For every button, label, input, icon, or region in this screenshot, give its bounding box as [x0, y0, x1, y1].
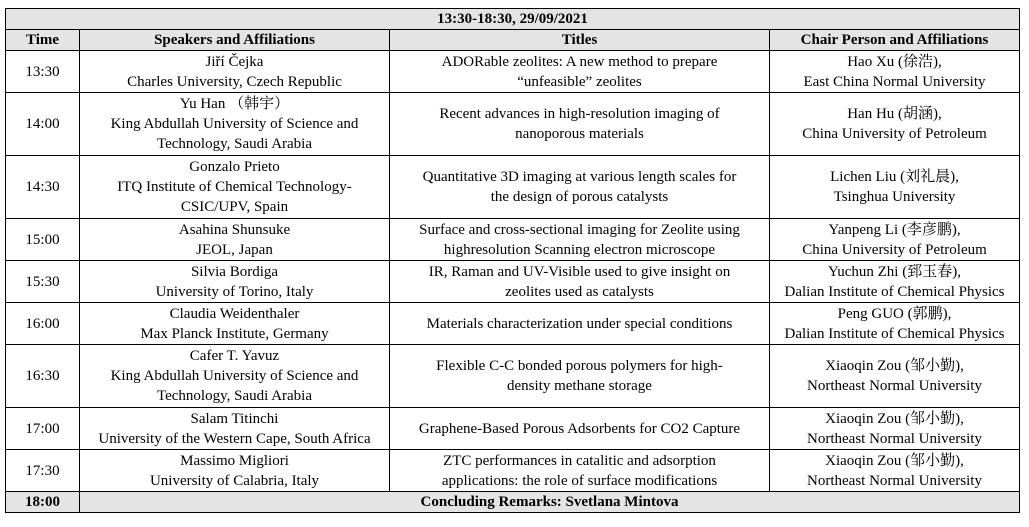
talk-title-line: zeolites used as catalysts [505, 283, 654, 300]
closing-remarks: Concluding Remarks: Svetlana Mintova [80, 492, 1020, 513]
chair-affiliation-cell [770, 51, 1020, 93]
talk-title-line: IR, Raman and UV-Visible used to give insight on [428, 263, 731, 280]
speaker-affiliation-line: JEOL, Japan [196, 241, 273, 258]
talk-title-cell [390, 51, 770, 93]
speaker-affiliation-line: King Abdullah University of Science and [110, 368, 359, 384]
speaker-affiliation-cell [80, 93, 390, 156]
chair-affiliation-cell [770, 408, 1020, 450]
chair-affiliation-line: Dalian Institute of Chemical Physics [784, 325, 1005, 342]
speaker-affiliation-cell [80, 408, 390, 450]
session-row [6, 303, 1020, 345]
session-row [6, 261, 1020, 303]
speaker-affiliation-line: Technology, Saudi Arabia [156, 388, 313, 404]
chair-affiliation-line: China University of Petroleum [802, 126, 987, 142]
speaker-affiliation-line: Asahina Shunsuke [178, 221, 291, 238]
session-time: 15:00 [6, 219, 80, 261]
speaker-affiliation-line: King Abdullah University of Science and [110, 116, 359, 132]
talk-title-line: Surface and cross-sectional imaging for Zeolite using [419, 221, 740, 238]
talk-title-line: ADORable zeolites: A new method to prepare [441, 53, 718, 70]
chair-affiliation-cell [770, 219, 1020, 261]
chair-affiliation-cell [770, 345, 1020, 408]
talk-title-line: ZTC performances in catalitic and adsorption [443, 452, 716, 469]
speaker-affiliation-line: Charles University, Czech Republic [127, 73, 342, 90]
session-row [6, 450, 1020, 492]
session-row [6, 408, 1020, 450]
talk-title-line: nanoporous materials [515, 126, 644, 142]
talk-title-cell [390, 345, 770, 408]
talk-title-cell [390, 408, 770, 450]
talk-title-cell [390, 93, 770, 156]
speaker-affiliation-cell [80, 345, 390, 408]
session-row [6, 345, 1020, 408]
talk-title-cell [390, 450, 770, 492]
talk-title-cell [390, 156, 770, 219]
chair-affiliation-cell [770, 261, 1020, 303]
column-header-chair: Chair Person and Affiliations [770, 30, 1020, 51]
chair-affiliation-cell [770, 450, 1020, 492]
chair-affiliation-line: Xiaoqin Zou (邹小勤), [825, 452, 964, 469]
chair-affiliation-line: Northeast Normal University [807, 378, 982, 394]
speaker-affiliation-line: Massimo Migliori [180, 452, 289, 469]
speaker-affiliation-line: Technology, Saudi Arabia [156, 136, 313, 152]
chair-affiliation-line: Yanpeng Li (李彦鹏), [828, 221, 961, 238]
speaker-affiliation-line: University of the Western Cape, South Africa [98, 430, 371, 447]
column-header-titles: Titles [390, 30, 770, 51]
session-time: 13:30 [6, 51, 80, 93]
session-time: 17:30 [6, 450, 80, 492]
speaker-affiliation-cell [80, 219, 390, 261]
talk-title-line: Materials characterization under special conditions [426, 315, 733, 332]
session-row [6, 93, 1020, 156]
talk-title-cell [390, 261, 770, 303]
column-header-row [6, 30, 1020, 51]
chair-affiliation-line: Xiaoqin Zou (邹小勤), [825, 410, 964, 427]
session-header-row [6, 9, 1020, 30]
speaker-affiliation-line: Silvia Bordiga [190, 263, 279, 280]
speaker-affiliation-line: ITQ Institute of Chemical Technology- [117, 179, 352, 195]
session-header: 13:30-18:30, 29/09/2021 [6, 9, 1020, 30]
speaker-affiliation-cell [80, 450, 390, 492]
talk-title-line: “unfeasible” zeolites [517, 73, 642, 90]
chair-affiliation-cell [770, 156, 1020, 219]
speaker-affiliation-line: University of Torino, Italy [155, 283, 314, 300]
session-row [6, 51, 1020, 93]
closing-row [6, 492, 1020, 513]
chair-affiliation-line: Tsinghua University [833, 189, 956, 205]
speaker-affiliation-line: Cafer T. Yavuz [189, 348, 280, 364]
session-row [6, 219, 1020, 261]
chair-affiliation-line: Lichen Liu (刘礼晨), [830, 169, 959, 185]
talk-title-line: Recent advances in high-resolution imaging of [439, 106, 720, 122]
session-time: 17:00 [6, 408, 80, 450]
speaker-affiliation-line: Jiří Čejka [205, 53, 264, 70]
talk-title-line: highresolution Scanning electron microscope [443, 241, 716, 258]
chair-affiliation-line: Dalian Institute of Chemical Physics [784, 283, 1005, 300]
talk-title-line: density methane storage [507, 378, 652, 394]
talk-title-line: Flexible C-C bonded porous polymers for high- [436, 358, 723, 374]
session-time: 15:30 [6, 261, 80, 303]
speaker-affiliation-cell [80, 156, 390, 219]
chair-affiliation-line: Northeast Normal University [807, 430, 982, 447]
column-header-time: Time [6, 30, 80, 51]
speaker-affiliation-line: Yu Han （韩宇） [179, 96, 290, 112]
chair-affiliation-line: Northeast Normal University [807, 472, 982, 489]
closing-time: 18:00 [6, 492, 80, 513]
session-time: 16:00 [6, 303, 80, 345]
speaker-affiliation-line: Claudia Weidenthaler [169, 305, 300, 322]
talk-title-cell [390, 303, 770, 345]
session-time: 16:30 [6, 345, 80, 408]
chair-affiliation-line: Han Hu (胡涵), [847, 106, 942, 122]
chair-affiliation-line: Hao Xu (徐浩), [847, 53, 942, 70]
chair-affiliation-cell [770, 303, 1020, 345]
speaker-affiliation-line: Max Planck Institute, Germany [140, 325, 329, 342]
speaker-affiliation-line: University of Calabria, Italy [149, 472, 320, 489]
chair-affiliation-line: Xiaoqin Zou (邹小勤), [825, 358, 964, 374]
speaker-affiliation-line: Gonzalo Prieto [189, 159, 280, 175]
session-time: 14:30 [6, 156, 80, 219]
speaker-affiliation-line: CSIC/UPV, Spain [180, 199, 289, 215]
session-row [6, 156, 1020, 219]
speaker-affiliation-cell [80, 261, 390, 303]
schedule-body [6, 51, 1020, 513]
schedule-table [5, 8, 1020, 513]
session-time: 14:00 [6, 93, 80, 156]
speaker-affiliation-cell [80, 51, 390, 93]
talk-title-line: the design of porous catalysts [490, 189, 669, 205]
chair-affiliation-line: China University of Petroleum [802, 241, 987, 258]
talk-title-cell [390, 219, 770, 261]
talk-title-line: applications: the role of surface modifications [441, 472, 718, 489]
chair-affiliation-line: Peng GUO (郭鹏), [837, 305, 952, 322]
chair-affiliation-line: Yuchun Zhi (郅玉春), [828, 263, 961, 280]
column-header-speakers: Speakers and Affiliations [80, 30, 390, 51]
speaker-affiliation-line: Salam Titinchi [190, 410, 279, 427]
talk-title-line: Graphene-Based Porous Adsorbents for CO2 Capture [418, 420, 741, 437]
chair-affiliation-line: East China Normal University [803, 73, 986, 90]
speaker-affiliation-cell [80, 303, 390, 345]
chair-affiliation-cell [770, 93, 1020, 156]
talk-title-line: Quantitative 3D imaging at various length scales for [422, 169, 737, 185]
